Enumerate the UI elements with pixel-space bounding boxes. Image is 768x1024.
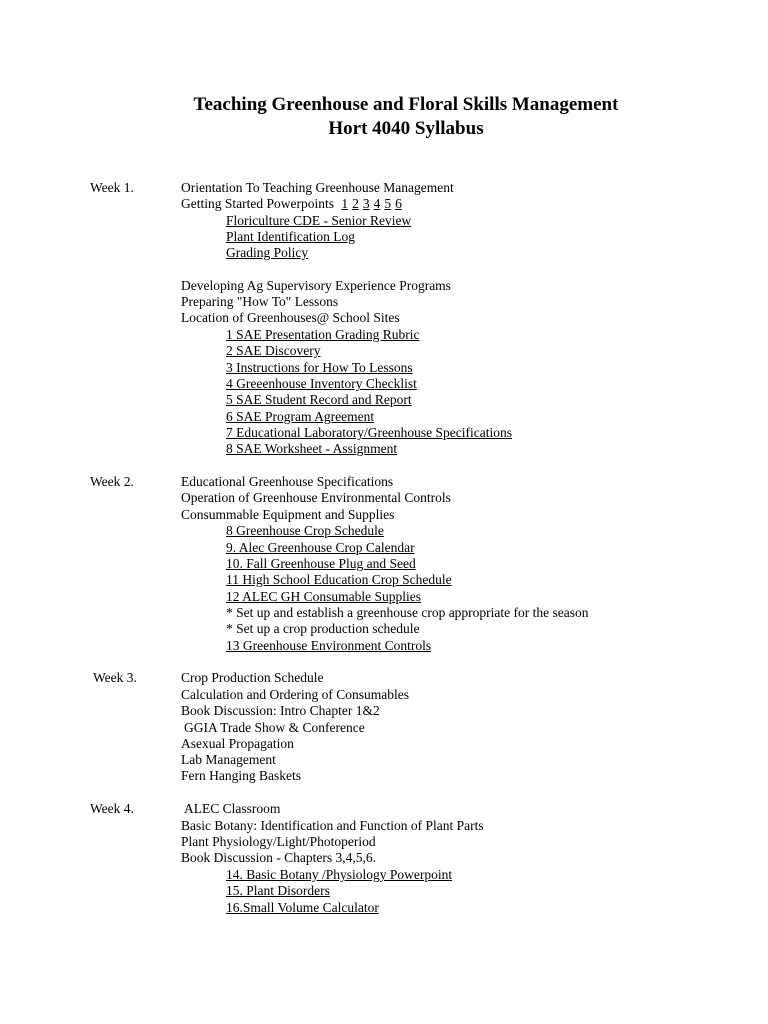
resource-link[interactable]: 13 Greenhouse Environment Controls xyxy=(226,638,432,653)
week-4-label: Week 4. xyxy=(90,801,134,816)
topic-item: ALEC Classroom xyxy=(184,801,281,816)
resource-link[interactable]: 10. Fall Greenhouse Plug and Seed xyxy=(226,556,416,571)
resource-link[interactable]: 7 Educational Laboratory/Greenhouse Specifications xyxy=(226,425,513,440)
powerpoint-link-6[interactable]: 6 xyxy=(395,196,402,211)
plant-id-log-link[interactable]: Plant Identification Log xyxy=(226,229,355,244)
resource-link[interactable]: 14. Basic Botany /Physiology Powerpoint xyxy=(226,867,453,882)
resource-link[interactable]: 8 Greenhouse Crop Schedule xyxy=(226,523,384,538)
resource-link[interactable]: 15. Plant Disorders xyxy=(226,883,330,898)
course-subtitle: Hort 4040 Syllabus xyxy=(328,118,484,139)
resource-link[interactable]: 4 Greeenhouse Inventory Checklist xyxy=(226,376,417,391)
topic-item: Asexual Propagation xyxy=(181,736,294,751)
topic-item: Lab Management xyxy=(181,752,276,767)
grading-policy-link[interactable]: Grading Policy xyxy=(226,245,309,260)
topic-item: Developing Ag Supervisory Experience Programs xyxy=(181,278,451,293)
topic-item: Fern Hanging Baskets xyxy=(181,768,301,783)
powerpoints-line xyxy=(181,196,406,212)
topic-item: Orientation To Teaching Greenhouse Management xyxy=(181,180,454,195)
resource-link[interactable]: 5 SAE Student Record and Report xyxy=(226,392,412,407)
resource-link[interactable]: 16.Small Volume Calculator xyxy=(226,900,379,915)
resource-link[interactable]: 12 ALEC GH Consumable Supplies xyxy=(226,589,421,604)
assignment-note: * Set up a crop production schedule xyxy=(226,621,420,636)
week-1-label: Week 1. xyxy=(90,180,134,195)
topic-item: Plant Physiology/Light/Photoperiod xyxy=(181,834,376,849)
topic-item: Consummable Equipment and Supplies xyxy=(181,507,395,522)
resource-link[interactable]: 3 Instructions for How To Lessons xyxy=(226,360,413,375)
topic-item: Educational Greenhouse Specifications xyxy=(181,474,394,489)
powerpoints-label: Getting Started Powerpoints xyxy=(181,196,334,211)
topic-item: Operation of Greenhouse Environmental Controls xyxy=(181,490,451,505)
topic-item: Calculation and Ordering of Consumables xyxy=(181,687,409,702)
document-title: Teaching Greenhouse and Floral Skills Management xyxy=(193,94,619,115)
resource-link[interactable]: 1 SAE Presentation Grading Rubric xyxy=(226,327,420,342)
resource-link[interactable]: 6 SAE Program Agreement xyxy=(226,409,375,424)
floriculture-cde-link[interactable]: Floriculture CDE - Senior Review xyxy=(226,213,412,228)
topic-item: Book Discussion - Chapters 3,4,5,6. xyxy=(181,850,376,865)
topic-item: Location of Greenhouses@ School Sites xyxy=(181,310,400,325)
resource-link[interactable]: 11 High School Education Crop Schedule xyxy=(226,572,452,587)
topic-item: Book Discussion: Intro Chapter 1&2 xyxy=(181,703,380,718)
topic-item: GGIA Trade Show & Conference xyxy=(184,720,365,735)
topic-item: Preparing "How To" Lessons xyxy=(181,294,339,309)
resource-link[interactable]: 9. Alec Greenhouse Crop Calendar xyxy=(226,540,415,555)
powerpoint-link-3[interactable]: 3 xyxy=(362,196,370,211)
week-2-label: Week 2. xyxy=(90,474,134,489)
assignment-note: * Set up and establish a greenhouse crop appropriate for the season xyxy=(226,605,589,620)
topic-item: Basic Botany: Identification and Function of Plant Parts xyxy=(181,818,484,833)
week-3-label: Week 3. xyxy=(93,670,137,685)
powerpoint-link-2[interactable]: 2 xyxy=(352,196,359,211)
resource-link[interactable]: 8 SAE Worksheet - Assignment xyxy=(226,441,398,456)
powerpoint-link-5[interactable]: 5 xyxy=(384,196,392,211)
resource-link[interactable]: 2 SAE Discovery xyxy=(226,343,321,358)
powerpoint-link-4[interactable]: 4 xyxy=(373,196,381,211)
powerpoint-link-1[interactable]: 1 xyxy=(341,196,349,211)
topic-item: Crop Production Schedule xyxy=(181,670,324,685)
